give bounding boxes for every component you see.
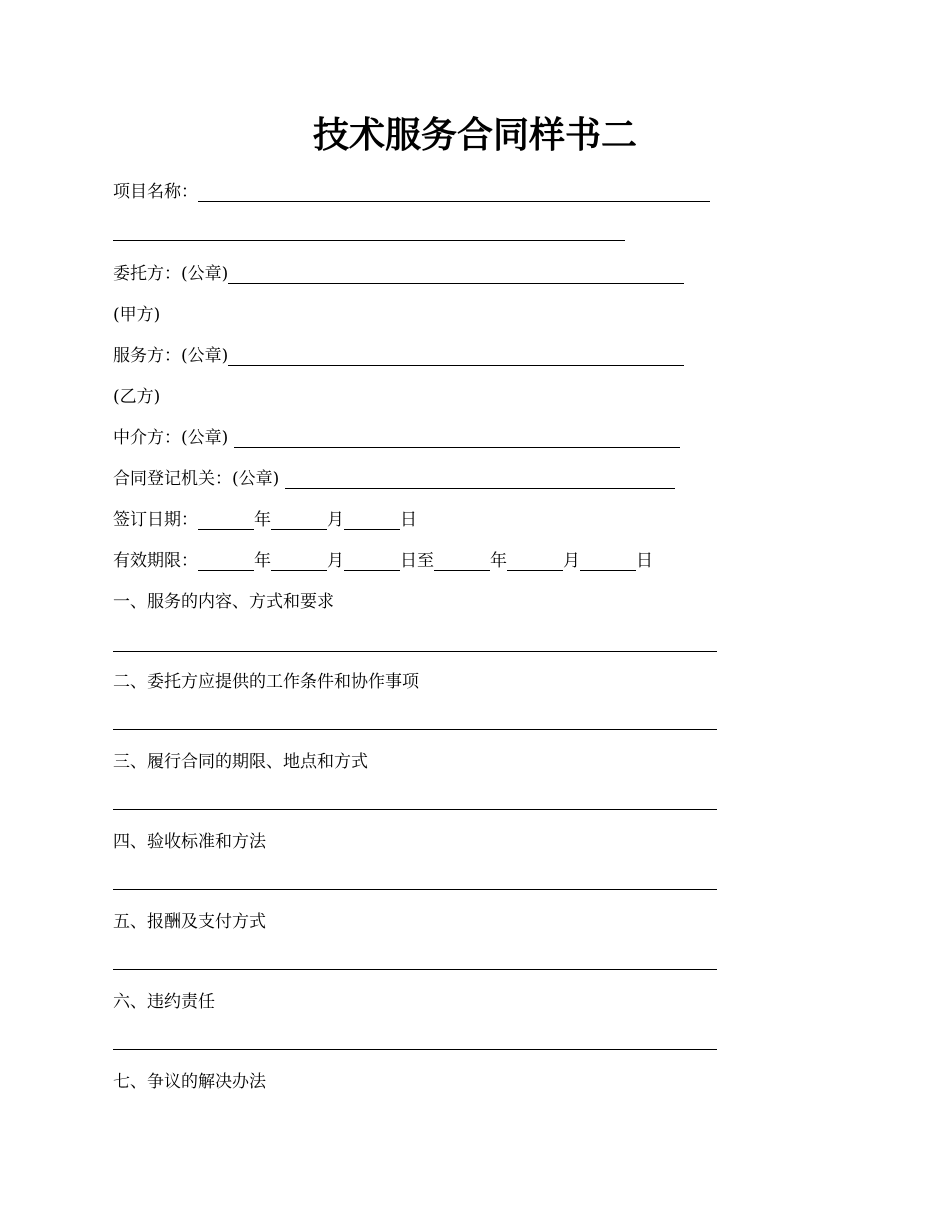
provider-label: 服务方：(公章) bbox=[113, 346, 229, 366]
client-label: 委托方：(公章) bbox=[113, 264, 229, 284]
sign-date-label: 签订日期： bbox=[113, 510, 198, 530]
section-heading: 二、委托方应提供的工作条件和协作事项 bbox=[113, 672, 419, 692]
intermediary-row bbox=[113, 426, 680, 450]
provider-note-row bbox=[113, 385, 160, 409]
sign-month-unit: 月 bbox=[327, 510, 344, 530]
document-title: 技术服务合同样书二 bbox=[312, 115, 637, 156]
section-answer-line[interactable] bbox=[113, 1049, 717, 1050]
start-day-to: 日至 bbox=[400, 551, 434, 571]
section-heading: 五、报酬及支付方式 bbox=[113, 912, 266, 932]
section-answer-line[interactable] bbox=[113, 969, 717, 970]
section-heading: 一、服务的内容、方式和要求 bbox=[113, 592, 334, 612]
client-note: (甲方) bbox=[113, 305, 161, 325]
sign-year-unit: 年 bbox=[254, 510, 271, 530]
client-blank[interactable] bbox=[228, 265, 684, 284]
start-year-unit: 年 bbox=[254, 551, 271, 571]
sign-year-blank[interactable] bbox=[198, 511, 254, 530]
sign-day-blank[interactable] bbox=[344, 511, 400, 530]
provider-blank[interactable] bbox=[228, 347, 684, 366]
intermediary-label: 中介方：(公章) bbox=[113, 428, 229, 448]
project-name-row bbox=[113, 180, 710, 204]
section-heading: 六、违约责任 bbox=[113, 992, 215, 1012]
section-heading: 七、争议的解决办法 bbox=[113, 1072, 266, 1092]
provider-row bbox=[113, 344, 684, 368]
start-month-blank[interactable] bbox=[271, 552, 327, 571]
end-month-blank[interactable] bbox=[507, 552, 563, 571]
registry-blank[interactable] bbox=[285, 470, 675, 489]
end-day-unit: 日 bbox=[636, 551, 653, 571]
valid-period-label: 有效期限： bbox=[113, 551, 198, 571]
client-note-row bbox=[113, 303, 160, 327]
start-year-blank[interactable] bbox=[198, 552, 254, 571]
client-row bbox=[113, 262, 684, 286]
end-month-unit: 月 bbox=[563, 551, 580, 571]
section-answer-line[interactable] bbox=[113, 809, 717, 810]
section-answer-line[interactable] bbox=[113, 729, 717, 730]
intermediary-blank[interactable] bbox=[234, 429, 680, 448]
provider-note: (乙方) bbox=[113, 387, 161, 407]
end-year-blank[interactable] bbox=[434, 552, 490, 571]
end-day-blank[interactable] bbox=[580, 552, 636, 571]
start-month-unit: 月 bbox=[327, 551, 344, 571]
sign-date-row bbox=[113, 508, 417, 532]
end-year-unit: 年 bbox=[490, 551, 507, 571]
section-heading: 四、验收标准和方法 bbox=[113, 832, 266, 852]
valid-period-row bbox=[113, 549, 653, 573]
section-heading: 三、履行合同的期限、地点和方式 bbox=[113, 752, 368, 772]
project-name-label: 项目名称： bbox=[113, 182, 198, 202]
sign-day-unit: 日 bbox=[400, 510, 417, 530]
section-answer-line[interactable] bbox=[113, 651, 717, 652]
registry-label: 合同登记机关：(公章) bbox=[113, 469, 280, 489]
section-answer-line[interactable] bbox=[113, 889, 717, 890]
sign-month-blank[interactable] bbox=[271, 511, 327, 530]
project-name-continuation-line[interactable] bbox=[113, 240, 625, 241]
start-day-blank[interactable] bbox=[344, 552, 400, 571]
project-name-blank[interactable] bbox=[198, 183, 710, 202]
registry-row bbox=[113, 467, 675, 491]
